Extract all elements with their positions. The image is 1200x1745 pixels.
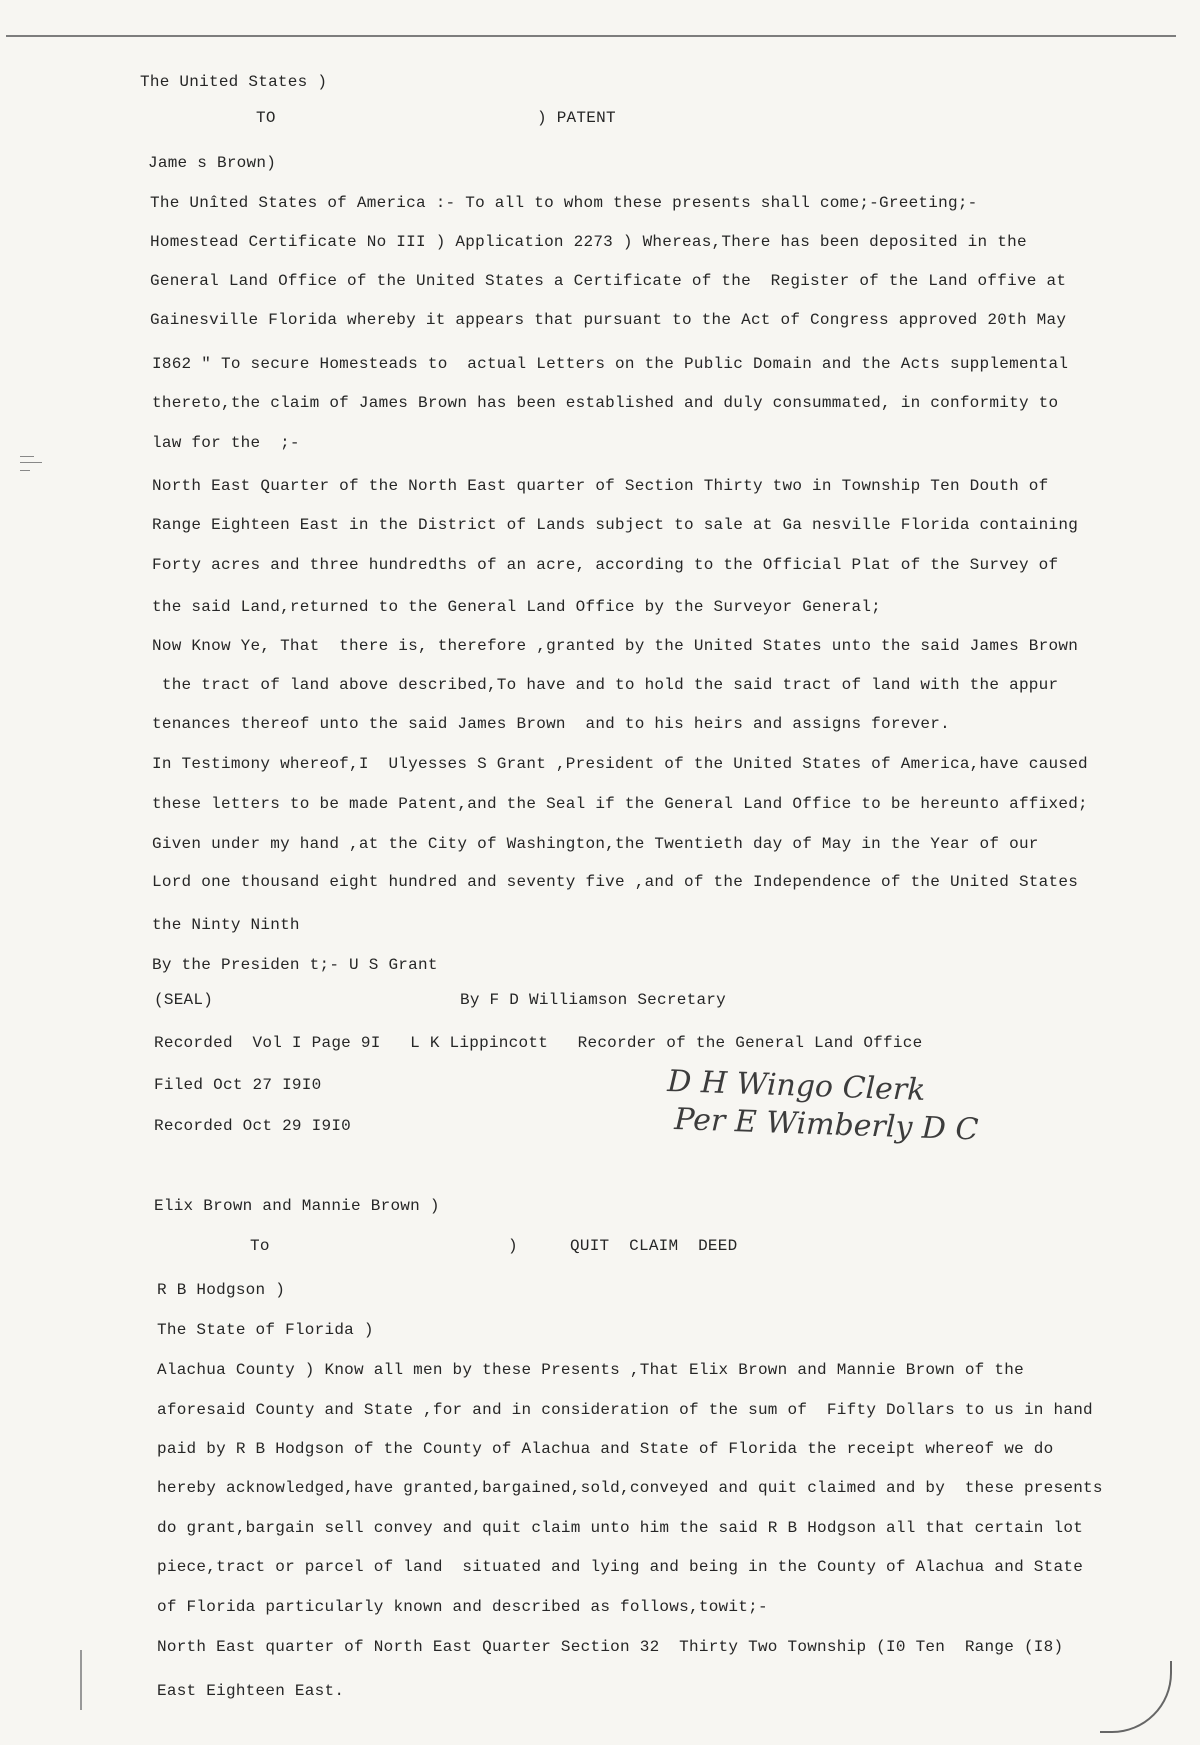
deed-line: piece,tract or parcel of land situated and lying and being in the County of Alachua and State — [157, 1558, 1084, 1576]
patent-line: the Ninty Ninth — [152, 916, 300, 934]
patent-line: the tract of land above described,To have and to hold the said tract of land with the appur — [152, 676, 1059, 694]
deed-line: hereby acknowledged,have granted,bargained,sold,conveyed and quit claimed and by these presents — [157, 1479, 1103, 1497]
patent-title: ) PATENT — [537, 109, 616, 127]
deed-line: The State of Florida ) — [157, 1321, 374, 1339]
deed-paren: ) — [508, 1237, 518, 1255]
deed-line: paid by R B Hodgson of the County of Alachua and State of Florida the receipt whereof we do — [157, 1440, 1054, 1458]
deed-title: QUIT CLAIM DEED — [570, 1237, 738, 1255]
page-corner-curve — [1100, 1661, 1172, 1733]
patent-line: Homestead Certificate No III ) Application 2273 ) Whereas,There has been deposited in the — [150, 233, 1027, 251]
patent-grantee: Jame s Brown) — [148, 154, 277, 172]
recorded-date: Recorded Oct 29 I9I0 — [154, 1117, 352, 1135]
patent-line: The Unîted States of America :- To all to whom these presents shall come;-Greeting;- — [150, 194, 978, 212]
patent-line: these letters to be made Patent,and the Seal if the General Land Office to be hereunto affixed; — [152, 795, 1088, 813]
patent-line: In Testimony whereof,I Ulyesses S Grant ,President of the United States of America,have caused — [152, 755, 1088, 773]
deed-line: North East quarter of North East Quarter Section 32 Thirty Two Township (I0 Ten Range (I8) — [157, 1638, 1064, 1656]
filed-date: Filed Oct 27 I9I0 — [154, 1076, 322, 1094]
patent-line: tenances thereof unto the said James Brown and to his heirs and assigns forever. — [152, 715, 950, 733]
top-border-rule — [6, 35, 1176, 37]
deed-line: Alachua County ) Know all men by these Presents ,That Elix Brown and Mannie Brown of the — [157, 1361, 1024, 1379]
deed-line: East Eighteen East. — [157, 1682, 345, 1700]
secretary-line: By F D Williamson Secretary — [460, 991, 726, 1009]
patent-grantor: The United States ) — [140, 73, 328, 91]
deed-grantors: Elix Brown and Mannie Brown ) — [154, 1197, 440, 1215]
patent-line: General Land Office of the United States a Certificate of the Register of the Land offive at — [150, 272, 1067, 290]
patent-line: thereto,the claim of James Brown has been established and duly consummated, in conformity to — [152, 394, 1059, 412]
patent-line: By the Presiden t;- U S Grant — [152, 956, 438, 974]
patent-line: Range Eighteen East in the District of Lands subject to sale at Ga nesville Florida containing — [152, 516, 1079, 534]
margin-bar — [80, 1650, 82, 1710]
deed-line: of Florida particularly known and described as follows,towit;- — [157, 1598, 768, 1616]
deed-line: aforesaid County and State ,for and in consideration of the sum of Fifty Dollars to us in hand — [157, 1401, 1093, 1419]
patent-line: Now Know Ye, That there is, therefore ,granted by the United States unto the said James Brown — [152, 637, 1079, 655]
deputy-signature: Per E Wimberly D C — [673, 1102, 980, 1148]
patent-line: I862 " To secure Homesteads to actual Letters on the Public Domain and the Acts supplemental — [152, 355, 1069, 373]
seal-label: (SEAL) — [154, 991, 214, 1009]
patent-line: the said Land,returned to the General Land Office by the Surveyor General; — [152, 598, 882, 616]
patent-line: Gainesville Florida whereby it appears that pursuant to the Act of Congress approved 20th May — [150, 311, 1067, 329]
patent-to: TO — [256, 109, 276, 127]
patent-line: Forty acres and three hundredths of an acre, according to the Official Plat of the Survey of — [152, 556, 1059, 574]
patent-line: law for the ;- — [152, 434, 300, 452]
patent-line: Lord one thousand eight hundred and seventy five ,and of the Independence of the United States — [152, 873, 1079, 891]
clerk-signature: D H Wingo Clerk — [666, 1064, 926, 1108]
deed-line: do grant,bargain sell convey and quit claim unto him the said R B Hodgson all that certain lot — [157, 1519, 1084, 1537]
patent-line: North East Quarter of the North East quarter of Section Thirty two in Township Ten Douth of — [152, 477, 1049, 495]
patent-line: Given under my hand ,at the City of Washington,the Twentieth day of May in the Year of our — [152, 835, 1039, 853]
deed-to: To — [250, 1237, 270, 1255]
recorded-volume: Recorded Vol I Page 9I L K Lippincott Recorder of the General Land Office — [154, 1034, 923, 1052]
deed-grantee: R B Hodgson ) — [157, 1281, 286, 1299]
margin-marks — [20, 452, 42, 482]
